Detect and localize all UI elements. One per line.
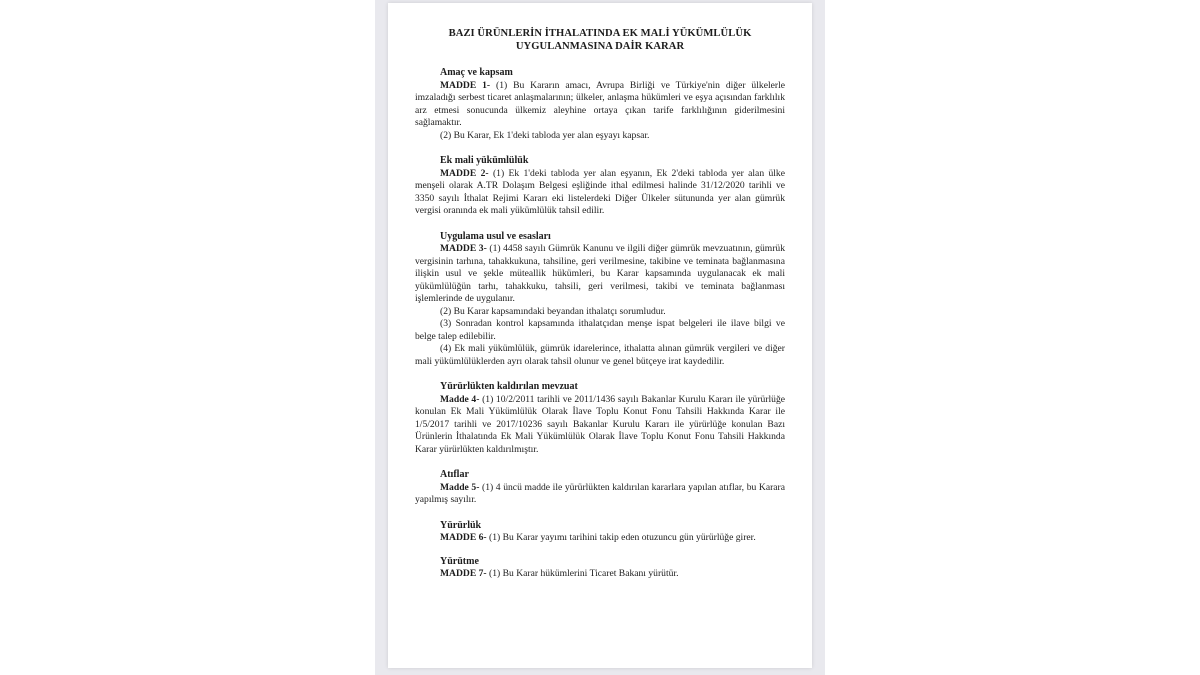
article-text: (1) Bu Kararın amacı, Avrupa Birliği ve Türkiye'nin diğer ülkelerle imzaladığı serbest ticaret anlaşmalarının; ülkeler, anlaşma hükümleri ve eşya açısından farklılık arz etmesi sonucunda ülkemiz aleyhine ortaya çıkan tarife farklılığının giderilmesini sağlamaktır. — [415, 79, 785, 128]
article-label: MADDE 3- — [440, 243, 487, 254]
section-heading: Atıflar — [440, 469, 469, 480]
article-text: (2) Bu Karar, Ek 1'deki tabloda yer alan eşyayı kapsar. — [440, 129, 650, 141]
article-label: MADDE 7- — [440, 568, 487, 579]
article-text: (1) 4458 sayılı Gümrük Kanunu ve ilgili diğer gümrük mevzuatının, gümrük vergisinin tarhına, tahakkukuna, tahsiline, geri verilmesine, takibine ve teminata bağlanmasına ilişkin usul ve şekle müteallik hükümleri, bu Karar kapsamında uygulanacak ek mali yükümlülüğün tarhı, tahakkuku, tahsili, geri verilmesi, takibi ve teminata bağlanması işlemlerinde de uygulanır. — [415, 243, 785, 304]
section-heading: Amaç ve kapsam — [440, 67, 513, 78]
section-heading: Yürürlükten kaldırılan mevzuat — [440, 381, 578, 392]
article-text: (1) 10/2/2011 tarihli ve 2011/1436 sayılı Bakanlar Kurulu Kararı ile yürürlüğe konulan Ek Mali Yükümlülük Olarak İlave Toplu Konut Fonu Tahsili Hakkında Karar ile 1/5/2017 tarihli ve 2017/10236 sayılı Bakanlar Kurulu Kararı ile yürürlüğe konulan Bazı Ürünlerin İthalatında Ek Mali Yükümlülük Olarak İlave Toplu Konut Fonu Tahsili Hakkında Karar yürürlükten kaldırılmıştır. — [415, 393, 785, 455]
title-line-1: BAZI ÜRÜNLERİN İTHALATINDA EK MALİ YÜKÜMLÜLÜK — [448, 28, 752, 39]
article-paragraph — [415, 168, 785, 218]
document-title — [415, 27, 785, 53]
section-atiflar — [415, 469, 785, 507]
section-yurutme — [415, 556, 785, 581]
article-text: (2) Bu Karar kapsamındaki beyandan ithalatçı sorumludur. — [440, 305, 666, 317]
article-label: Madde 5- — [440, 481, 480, 493]
article-label: MADDE 2- — [440, 167, 489, 179]
section-heading: Ek mali yükümlülük — [440, 155, 529, 166]
article-text: (1) Bu Karar hükümlerini Ticaret Bakanı yürütür. — [486, 568, 679, 579]
article-paragraph — [415, 343, 785, 368]
article-text: (1) 4 üncü madde ile yürürlükten kaldırılan kararlara yapılan atıflar, bu Karara yapılmış sayılır. — [415, 481, 785, 505]
article-text: (3) Sonradan kontrol kapsamında ithalatçıdan menşe ispat belgeleri ile ilave bilgi ve belge talep edilebilir. — [415, 318, 785, 342]
section-heading: Yürütme — [440, 555, 479, 567]
article-label: MADDE 6- — [440, 532, 487, 543]
article-label: MADDE 1- — [440, 79, 491, 91]
article-paragraph — [415, 394, 785, 457]
article-paragraph — [415, 318, 785, 343]
article-paragraph — [415, 130, 785, 143]
section-yururlukten-kaldirilan-mevzuat — [415, 381, 785, 456]
document-page — [388, 3, 812, 668]
section-ek-mali-yukumluluk — [415, 155, 785, 218]
title-line-2: UYGULANMASINA DAİR KARAR — [515, 41, 685, 52]
section-heading: Uygulama usul ve esasları — [440, 230, 551, 242]
article-text: (1) Bu Karar yayımı tarihini takip eden otuzuncu gün yürürlüğe girer. — [486, 532, 756, 543]
article-paragraph — [415, 243, 785, 306]
article-paragraph — [415, 568, 785, 581]
section-uygulama-usul-ve-esaslari — [415, 231, 785, 369]
section-amac-ve-kapsam — [415, 67, 785, 142]
article-paragraph — [415, 532, 785, 545]
article-text: (4) Ek mali yükümlülük, gümrük idarelerince, ithalatta alınan gümrük vergileri ve diğer mali yükümlülüklerden ayrı olarak tahsil olunur ve genel bütçeye irat kaydedilir. — [415, 343, 785, 367]
article-text: (1) Ek 1'deki tabloda yer alan eşyanın, Ek 2'deki tabloda yer alan ülke menşeli olarak A.TR Dolaşım Belgesi eşliğinde ithal edilmesi halinde 31/12/2020 tarihli ve 3350 sayılı İthalat Rejimi Kararı eki listelerdeki Diğer Ülkeler sütununda yer alan gümrük vergisi oranında ek mali yükümlülük tahsil edilir. — [415, 167, 785, 216]
article-paragraph — [415, 80, 785, 130]
section-heading: Yürürlük — [440, 519, 482, 531]
section-yururluk — [415, 520, 785, 545]
article-label: Madde 4- — [440, 393, 480, 405]
article-paragraph — [415, 306, 785, 319]
article-paragraph — [415, 482, 785, 507]
